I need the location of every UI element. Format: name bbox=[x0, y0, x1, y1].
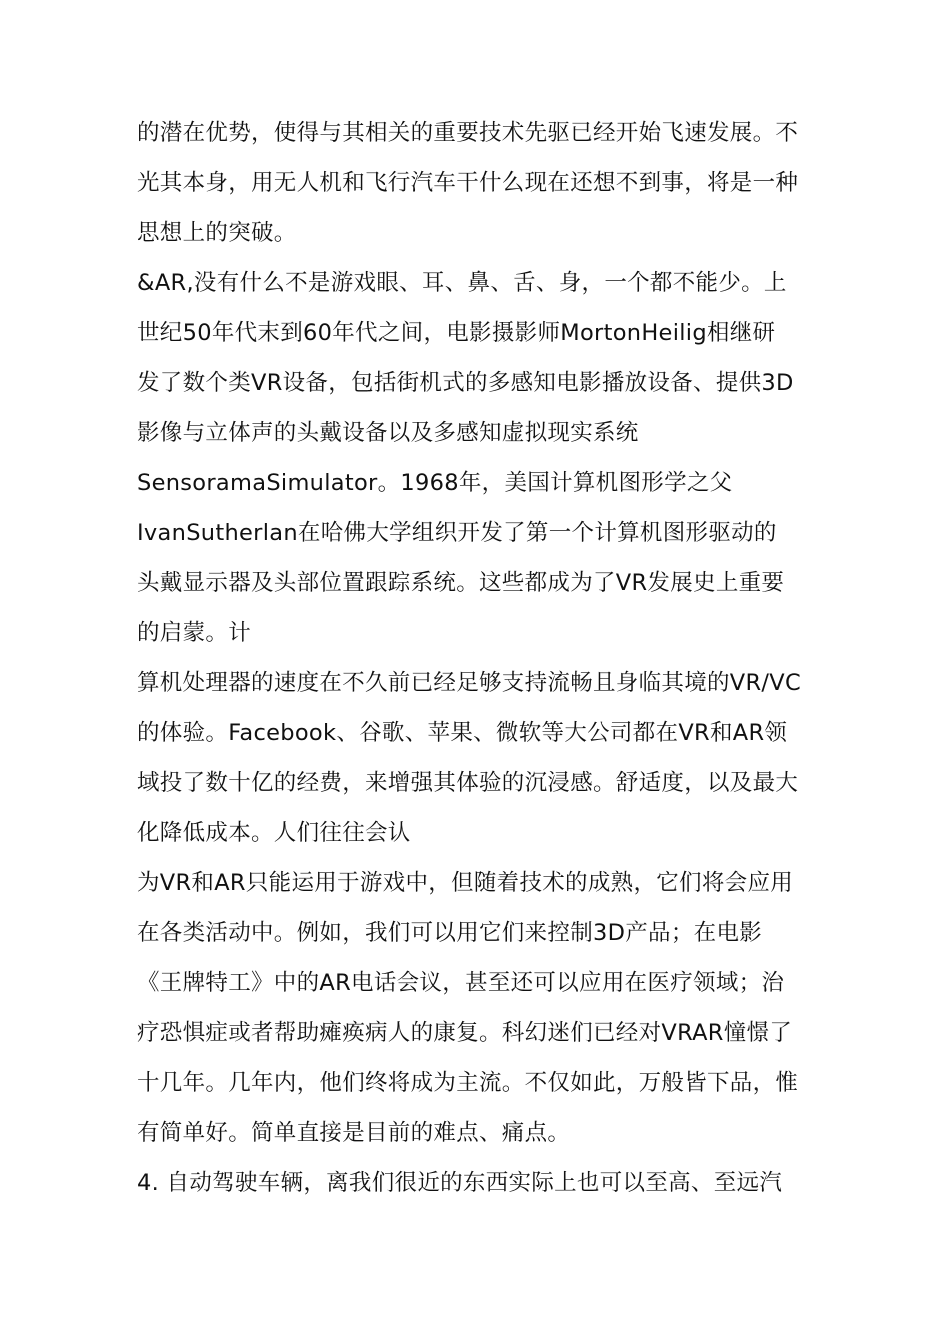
text-line-2: 光其本身，用无人机和飞行汽车干什么现在还想不到事，将是一种 bbox=[137, 170, 799, 196]
text-line-21: 有简单好。简单直接是目前的难点、痛点。 bbox=[137, 1120, 571, 1146]
text-line-12: 算机处理器的速度在不久前已经足够支持流畅且身临其境的VR/VC bbox=[137, 670, 802, 696]
text-line-15: 化降低成本。人们往往会认 bbox=[137, 820, 411, 846]
text-line-1: 的潜在优势，使得与其相关的重要技术先驱已经开始飞速发展。不 bbox=[137, 120, 799, 146]
text-line-16: 为VR和AR只能运用于游戏中，但随着技术的成熟，它们将会应用 bbox=[137, 870, 794, 896]
text-line-13: 的体验。Facebook、谷歌、苹果、微软等大公司都在VR和AR领 bbox=[137, 720, 788, 746]
text-line-8: SensoramaSimulator。1968年，美国计算机图形学之父 bbox=[137, 470, 733, 496]
text-line-19: 疗恐惧症或者帮助瘫痪病人的康复。科幻迷们已经对VRAR憧憬了 bbox=[137, 1020, 793, 1046]
text-line-5: 世纪50年代末到60年代之间，电影摄影师MortonHeilig相继研 bbox=[137, 320, 776, 346]
text-line-3: 思想上的突破。 bbox=[137, 220, 297, 246]
text-line-14: 域投了数十亿的经费，来增强其体验的沉浸感。舒适度，以及最大 bbox=[137, 770, 799, 796]
text-line-7: 影像与立体声的头戴设备以及多感知虚拟现实系统 bbox=[137, 420, 639, 446]
text-line-20: 十几年。几年内，他们终将成为主流。不仅如此，万般皆下品，惟 bbox=[137, 1070, 799, 1096]
text-line-6: 发了数个类VR设备，包括街机式的多感知电影播放设备、提供3D bbox=[137, 370, 794, 396]
text-line-17: 在各类活动中。例如，我们可以用它们来控制3D产品；在电影 bbox=[137, 920, 763, 946]
text-line-10: 头戴显示器及头部位置跟踪系统。这些都成为了VR发展史上重要 bbox=[137, 570, 785, 596]
text-line-18: 《王牌特工》中的AR电话会议，甚至还可以应用在医疗领域；治 bbox=[137, 970, 785, 996]
text-line-11: 的启蒙。计 bbox=[137, 620, 252, 646]
text-line-22: 4. 自动驾驶车辆，离我们很近的东西实际上也可以至高、至远汽 bbox=[137, 1170, 783, 1196]
text-line-9: IvanSutherlan在哈佛大学组织开发了第一个计算机图形驱动的 bbox=[137, 520, 777, 546]
text-line-4: &AR,没有什么不是游戏眼、耳、鼻、舌、身，一个都不能少。上 bbox=[137, 270, 787, 296]
